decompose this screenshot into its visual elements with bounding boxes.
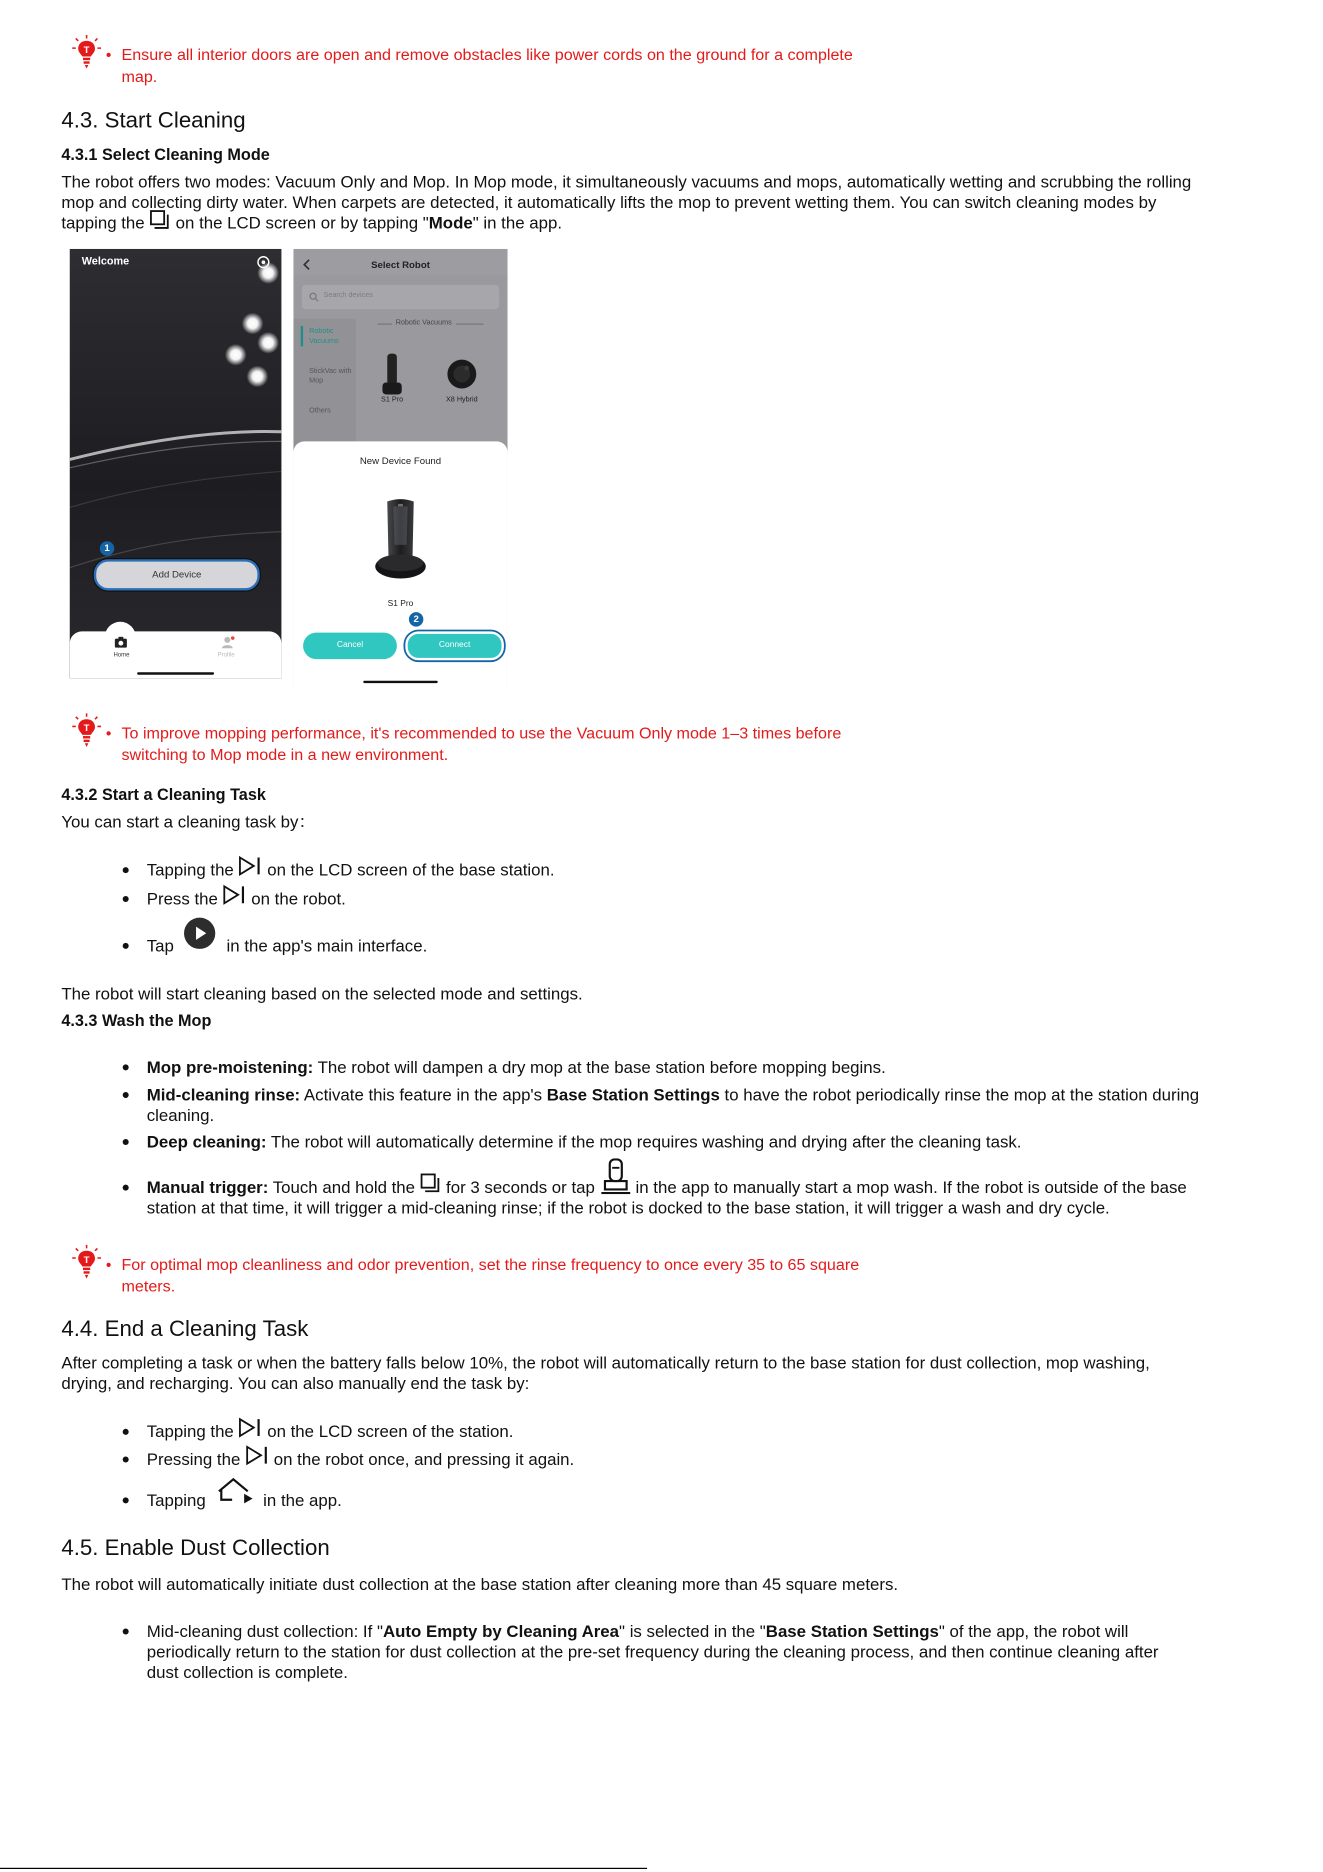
paragraph-modes: The robot offers two modes: Vacuum Only and Mop. In Mop mode, it simultaneously vacuums and mops, automatically wetting and scrubbing the rolling mop and collecting dirty water. When carpets are detected, it automatically lifts the mop to prevent wetting them. You can switch cleaning modes by tapping the on the LCD screen or by tapping "Mode" in the app. bbox=[61, 171, 1192, 233]
tip-text: For optimal mop cleanliness and odor prevention, set the rinse frequency to once every 35 to 65 square meters. bbox=[121, 1255, 860, 1295]
paragraph-start-note: The robot will start cleaning based on the selected mode and settings. bbox=[61, 983, 583, 1004]
new-device-sheet bbox=[293, 441, 507, 688]
play-circle-icon bbox=[183, 917, 217, 951]
add-device-button[interactable]: Add Device bbox=[94, 559, 260, 590]
tab-home[interactable]: Home bbox=[113, 651, 130, 660]
tip-text: Ensure all interior doors are open and remove obstacles like power cords on the ground for a complete map. bbox=[121, 45, 853, 85]
return-to-dock-icon bbox=[215, 1476, 253, 1505]
mode-button-icon bbox=[420, 1173, 442, 1195]
home-indicator bbox=[363, 681, 438, 683]
search-input[interactable] bbox=[302, 285, 499, 309]
search-placeholder: Search devices bbox=[323, 292, 373, 300]
product-s1-pro[interactable]: S1 Pro bbox=[381, 396, 404, 405]
step-badge: 1 bbox=[100, 541, 114, 555]
select-robot-header bbox=[293, 249, 507, 275]
camera-icon[interactable] bbox=[114, 636, 127, 648]
svg-text:T: T bbox=[83, 1254, 90, 1266]
tip-bullet: • bbox=[105, 1255, 112, 1274]
step-badge: 2 bbox=[409, 612, 423, 626]
manual-page: T • Ensure all interior doors are open and remove obstacles like power cords on the ground for a complete map. 4.3. Start Cleaning 4.3.1 Select Cleaning Mode The robot offers two modes: Vacuum Only and Mop. In Mop mode, it simultaneously vacuums and mops, automatically wetting and scrubbing the rolling mop and collecting dirty water. When carpets are detected, it automatically lifts the mop to prevent wetting them. You can switch cleaning modes by tapping the on the LCD screen or by tapping "Mode" in the app. Welcome Add Device 1 Home Profile Select Robot Search devices Robotic Vacuums StickVac with Mop Others Robotic Vacuums S1 Pro X8 Hybrid New Device Found S1 Pro 2 Cancel Connect T • To improve mopping performance, it's recommended to use the Vacuum Only mode 1–3 times before switching to Mop mode in a new environment. 4.3.2 Start a Cleaning Task You can start a cleaning task by： Tapping the on the LCD screen of the base station. Press the on the robot. Tap in the app's main interface. The robot will start cleaning based on the selected mode and settings. 4.3.3 Wash the Mop Mop pre-moistening: The robot will dampen a dry mop at the base station before mopping begins. Mid-cleaning rinse: Activate this feature in the app's Base Station Settings to have the robot periodically rinse the mop at the station during cleaning. Deep cleaning: The robot will automatically determine if the mop requires washing and drying after the cleaning task. Manual trigger: Touch and hold the for 3 seconds or tap in the app to manually start a mop wash. If the robot is outside of the base station at that time, it will trigger a mid-cleaning rinse; if the robot is docked to the base station, it will trigger a wash and dry cycle. T • For optimal mop cleanliness and odor prevention, set the rinse frequency to once every 35 to 65 square meters. 4.4. End a Cleaning Task After completing a task or when the battery falls below 10%, the robot will automatically return to the base station for dust collection, mop washing, drying, and recharging. You can also manually end the task by: Tapping the on the LCD screen of the station. Pressing the on the robot once, and pressing it again. Tapping in the app. 4.5. Enable Dust Collection The robot will automatically initiate dust collection at the base station after cleaning more than 45 square meters. Mid-cleaning dust collection: If "Auto Empty by Cleaning Area" is selected in the "Base Station Settings" of the app, the robot will periodically return to the station for dust collection at the pre-set frequency during the cleaning process, and then continue cleaning after dust collection is complete. bbox=[0, 0, 1323, 1871]
play-pause-icon bbox=[223, 884, 247, 906]
section-heading-dust-collection: 4.5. Enable Dust Collection bbox=[61, 1534, 330, 1560]
paragraph-dust: The robot will automatically initiate dust collection at the base station after cleaning more than 45 square meters. bbox=[61, 1574, 899, 1594]
svg-text:T: T bbox=[83, 44, 90, 56]
app-screenshot-select-robot bbox=[293, 249, 507, 688]
lightbulb-icon bbox=[72, 713, 101, 749]
app-screenshot-welcome bbox=[70, 249, 282, 678]
tip-text: To improve mopping performance, it's recommended to use the Vacuum Only mode 1–3 times before switching to Mop mode in a new environment. bbox=[121, 724, 842, 764]
search-icon bbox=[309, 292, 319, 302]
select-robot-title: Select Robot bbox=[371, 259, 430, 271]
svg-text:T: T bbox=[83, 723, 90, 735]
subheading-start-task: 4.3.2 Start a Cleaning Task bbox=[61, 785, 266, 804]
paragraph-start-intro: You can start a cleaning task by： bbox=[61, 811, 316, 832]
play-pause-icon bbox=[238, 855, 262, 877]
welcome-title: Welcome bbox=[81, 254, 130, 267]
profile-icon[interactable] bbox=[220, 636, 234, 649]
s1-pro-thumbnail[interactable] bbox=[380, 351, 404, 397]
section-heading-end-task: 4.4. End a Cleaning Task bbox=[61, 1315, 309, 1342]
s1-pro-image bbox=[373, 497, 428, 586]
device-name: S1 Pro bbox=[387, 600, 414, 609]
footer-rule bbox=[0, 1868, 647, 1869]
category-stickvac[interactable]: StickVac with Mop bbox=[309, 368, 352, 385]
product-x8-hybrid[interactable]: X8 Hybrid bbox=[445, 396, 478, 405]
play-pause-icon bbox=[245, 1445, 269, 1467]
section-heading-start-cleaning: 4.3. Start Cleaning bbox=[61, 107, 246, 133]
x8-hybrid-thumbnail[interactable] bbox=[445, 357, 479, 391]
tip-bullet: • bbox=[105, 45, 112, 64]
connect-button[interactable]: Connect bbox=[405, 631, 504, 660]
mode-button-icon bbox=[149, 210, 171, 232]
category-others[interactable]: Others bbox=[309, 407, 331, 415]
lightbulb-icon bbox=[72, 1245, 101, 1281]
tab-profile[interactable]: Profile bbox=[217, 651, 235, 660]
ceiling-lights-photo bbox=[70, 249, 282, 678]
subheading-select-mode: 4.3.1 Select Cleaning Mode bbox=[61, 145, 270, 164]
section-label: Robotic Vacuums bbox=[392, 320, 455, 327]
tip-bullet: • bbox=[105, 724, 112, 743]
category-robotic-vacuums[interactable]: Robotic Vacuums bbox=[309, 328, 339, 346]
cancel-button[interactable]: Cancel bbox=[303, 633, 397, 659]
bottom-tab-bar bbox=[70, 631, 282, 678]
sheet-title: New Device Found bbox=[359, 455, 442, 467]
subheading-wash-mop: 4.3.3 Wash the Mop bbox=[61, 1011, 212, 1030]
lightbulb-icon bbox=[72, 35, 101, 71]
mop-wash-icon bbox=[600, 1159, 631, 1195]
home-indicator bbox=[137, 672, 214, 674]
paragraph-end-task: After completing a task or when the battery falls below 10%, the robot will automatically return to the base station for dust collection, mop washing, drying, and recharging. You can also manually end the task by: bbox=[61, 1353, 1150, 1393]
active-category-marker bbox=[301, 326, 303, 346]
play-pause-icon bbox=[238, 1417, 262, 1439]
